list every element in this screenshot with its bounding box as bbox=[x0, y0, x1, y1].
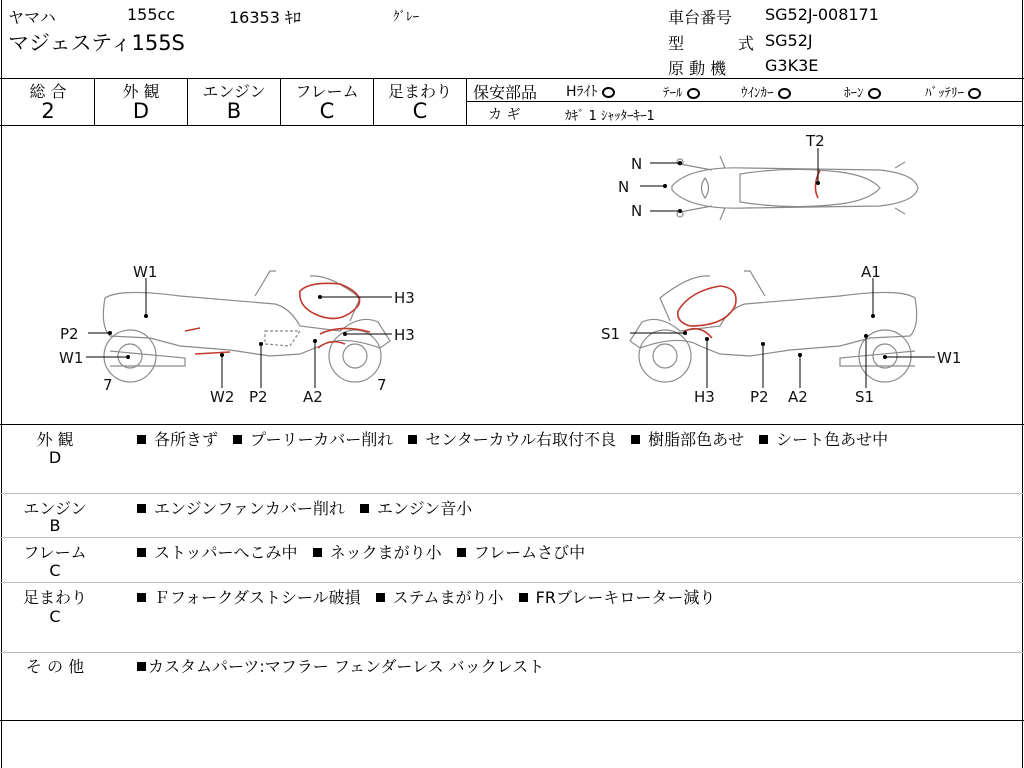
remark-items bbox=[137, 585, 715, 608]
bullet-square-icon bbox=[233, 435, 242, 444]
remark-items bbox=[137, 654, 544, 677]
model-name: マジェスティ155S bbox=[8, 31, 185, 55]
frame-no: SG52J-008171 bbox=[765, 5, 879, 24]
leader-dots bbox=[108, 161, 887, 359]
divider-diagram bbox=[0, 424, 1024, 425]
bullet-square-icon bbox=[457, 548, 466, 557]
bullet-square-icon bbox=[137, 435, 146, 444]
grade-label: 足まわり bbox=[387, 82, 452, 101]
remark-items bbox=[137, 496, 472, 519]
damage-diagram bbox=[0, 126, 1024, 424]
diagram-label: H3 bbox=[694, 388, 715, 406]
bullet-square-icon bbox=[137, 662, 146, 671]
divider-safety bbox=[466, 101, 1022, 102]
mileage: 16353 ｷﾛ bbox=[229, 8, 301, 27]
divider-bottom bbox=[0, 720, 1024, 721]
bullet-square-icon bbox=[519, 593, 528, 602]
bullet-square-icon bbox=[313, 548, 322, 557]
grade-value: D bbox=[132, 99, 150, 123]
ok-circle-icon bbox=[778, 88, 791, 99]
remark-item: カスタムパーツ:マフラー フェンダーレス バックレスト bbox=[148, 657, 545, 676]
ok-circle-icon bbox=[602, 87, 615, 98]
remark-category: フレーム bbox=[23, 543, 87, 562]
grade-value: C bbox=[412, 99, 428, 123]
remark-category: 外 観 bbox=[36, 430, 74, 449]
diagram-label: 7 bbox=[103, 376, 113, 394]
diagram-label: P2 bbox=[249, 388, 268, 406]
diagram-label: H3 bbox=[394, 289, 415, 307]
remark-category: そ の 他 bbox=[25, 657, 85, 676]
safety-item-name: Hﾗｲﾄ bbox=[566, 84, 598, 100]
diagram-label: P2 bbox=[60, 325, 79, 343]
remarks-divider bbox=[0, 582, 1024, 583]
diagram-label: A1 bbox=[861, 263, 881, 281]
bullet-square-icon bbox=[759, 435, 768, 444]
remark-item: エンジン音小 bbox=[376, 499, 473, 518]
remark-item: センターカウル右取付不良 bbox=[425, 430, 616, 449]
remark-items bbox=[137, 427, 888, 450]
grade-value: B bbox=[226, 99, 242, 123]
diagram-label: S1 bbox=[601, 325, 621, 343]
remark-item: ステムまがり小 bbox=[392, 588, 504, 607]
safety-item bbox=[566, 81, 615, 101]
diagram-label: W2 bbox=[210, 388, 235, 406]
maker: ヤマハ bbox=[8, 8, 56, 27]
safety-item bbox=[741, 82, 791, 101]
remark-item: ネックまがり小 bbox=[329, 543, 442, 562]
ok-circle-icon bbox=[968, 88, 981, 99]
remark-item: プーリーカバー削れ bbox=[250, 430, 394, 449]
scooter-right-view bbox=[630, 271, 917, 382]
bullet-square-icon bbox=[408, 435, 417, 444]
engine-label: 原 動 機 bbox=[668, 59, 727, 78]
grade-label: 総 合 bbox=[29, 82, 67, 101]
remark-item: 各所きず bbox=[154, 430, 219, 449]
keys-label: カ ギ bbox=[488, 107, 521, 123]
keys-value: ｶｷﾞ 1 ｼｬｯﾀｰｷｰ1 bbox=[565, 109, 655, 124]
remark-grade: C bbox=[49, 561, 61, 580]
remark-item: 樹脂部色あせ bbox=[648, 430, 745, 449]
safety-item-name: ﾃｰﾙ bbox=[663, 86, 683, 101]
remark-item: エンジンファンカバー削れ bbox=[154, 499, 345, 518]
remark-category: 足まわり bbox=[22, 588, 87, 607]
remark-grade: C bbox=[49, 607, 61, 626]
bullet-square-icon bbox=[376, 593, 385, 602]
safety-item-name: ﾊﾞｯﾃﾘｰ bbox=[925, 86, 964, 101]
frame-no-label: 車台番号 bbox=[668, 8, 733, 27]
diagram-label: 7 bbox=[377, 376, 387, 394]
remark-category: エンジン bbox=[23, 499, 87, 518]
damage-marks-right bbox=[678, 286, 736, 338]
diagram-label: W1 bbox=[133, 263, 158, 281]
grade-label: 外 観 bbox=[122, 82, 160, 101]
diagram-label: P2 bbox=[750, 388, 769, 406]
safety-item-name: ｳｲﾝｶｰ bbox=[741, 86, 774, 101]
ok-circle-icon bbox=[868, 88, 881, 99]
diagram-label: N bbox=[618, 178, 630, 196]
grade-value: C bbox=[319, 99, 335, 123]
bullet-square-icon bbox=[360, 504, 369, 513]
grade-value: 2 bbox=[41, 99, 55, 123]
color: ｸﾞﾚｰ bbox=[393, 10, 419, 25]
remarks-divider bbox=[0, 537, 1024, 538]
remarks-divider bbox=[0, 493, 1024, 494]
ok-circle-icon bbox=[687, 88, 700, 99]
diagram-label: A2 bbox=[788, 388, 808, 406]
safety-item bbox=[663, 82, 700, 101]
remark-item: FRブレーキローター減り bbox=[535, 588, 716, 607]
engine-code: G3K3E bbox=[765, 56, 819, 75]
remark-items bbox=[137, 540, 585, 563]
safety-item-name: ﾎｰﾝ bbox=[844, 86, 864, 101]
leader-lines bbox=[86, 148, 935, 388]
diagram-label: H3 bbox=[394, 326, 415, 344]
remark-item: ストッパーへこみ中 bbox=[154, 543, 298, 562]
diagram-label: S1 bbox=[855, 388, 875, 406]
diagram-label: N bbox=[631, 155, 643, 173]
remark-grade: D bbox=[48, 448, 62, 467]
remark-grade: B bbox=[49, 516, 61, 535]
grade-sep bbox=[466, 78, 467, 125]
displacement: 155cc bbox=[127, 5, 176, 24]
safety-item bbox=[844, 82, 881, 101]
type-label-1: 型 bbox=[668, 34, 685, 53]
type-code: SG52J bbox=[765, 31, 813, 50]
remarks-divider bbox=[0, 652, 1024, 653]
bullet-square-icon bbox=[137, 548, 146, 557]
bullet-square-icon bbox=[137, 593, 146, 602]
damage-marks-left bbox=[185, 283, 370, 354]
diagram-label: W1 bbox=[59, 349, 84, 367]
remark-item: Ｆフォークダストシール破損 bbox=[154, 588, 361, 607]
grade-label: フレーム bbox=[295, 82, 359, 101]
diagram-label: A2 bbox=[303, 388, 323, 406]
diagram-label: N bbox=[631, 202, 643, 220]
bullet-square-icon bbox=[631, 435, 640, 444]
remark-item: フレームさび中 bbox=[473, 543, 586, 562]
diagram-label: T2 bbox=[806, 132, 825, 150]
type-label-2: 式 bbox=[738, 34, 755, 53]
grade-label: エンジン bbox=[202, 82, 266, 101]
remark-item: シート色あせ中 bbox=[776, 430, 889, 449]
scooter-top-view bbox=[672, 156, 918, 220]
safety-label: 保安部品 bbox=[473, 83, 538, 102]
diagram-label: W1 bbox=[937, 349, 962, 367]
safety-item bbox=[925, 82, 981, 101]
bullet-square-icon bbox=[137, 504, 146, 513]
